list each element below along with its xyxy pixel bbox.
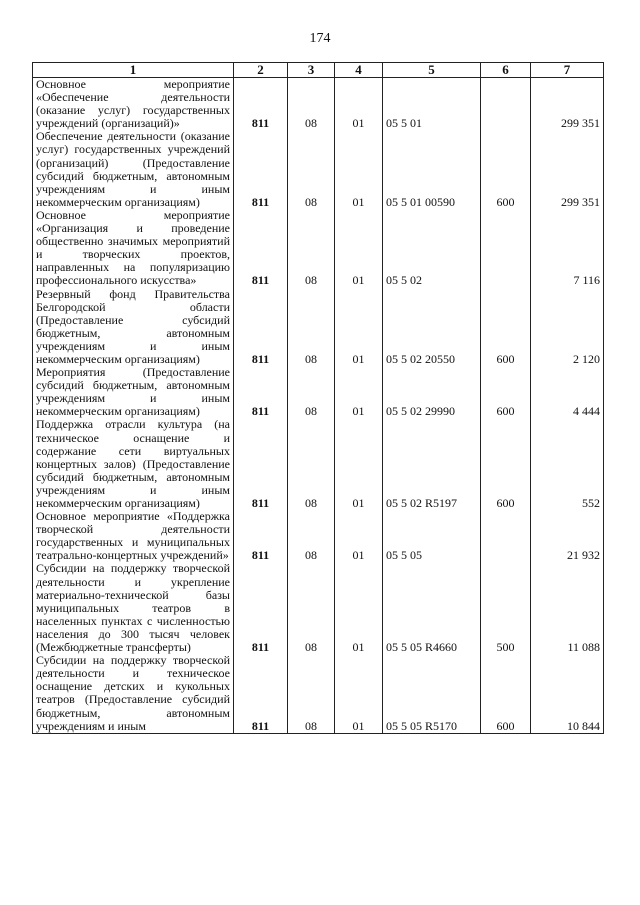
row-name: Основное мероприятие «Поддержка творческой деятельности государственных и муниципальных театрально-концертных учреждений» xyxy=(33,510,234,562)
row-ministry: 811 xyxy=(234,209,288,288)
row-name: Мероприятия (Предоставление субсидий бюджетным, автономным учреждениям и иным некоммерческим организациям) xyxy=(33,366,234,418)
column-header-type: 6 xyxy=(481,63,531,78)
table-row xyxy=(33,654,604,733)
row-amount: 299 351 xyxy=(531,130,604,209)
row-section: 08 xyxy=(288,654,335,733)
row-amount: 11 088 xyxy=(531,562,604,654)
row-amount: 299 351 xyxy=(531,78,604,131)
row-type: 500 xyxy=(481,562,531,654)
row-ministry: 811 xyxy=(234,78,288,131)
table-row xyxy=(33,78,604,131)
column-header-amount: 7 xyxy=(531,63,604,78)
column-header-target: 5 xyxy=(383,63,481,78)
row-ministry: 811 xyxy=(234,366,288,418)
row-section: 08 xyxy=(288,418,335,510)
row-type: 600 xyxy=(481,654,531,733)
row-amount: 2 120 xyxy=(531,288,604,367)
column-header-subsection: 4 xyxy=(335,63,383,78)
column-header-name: 1 xyxy=(33,63,234,78)
row-name: Основное мероприятие «Организация и проведение общественно значимых мероприятий и творческих проектов, направленных на популяризацию профессионального искусства» xyxy=(33,209,234,288)
row-section: 08 xyxy=(288,78,335,131)
column-header-ministry: 2 xyxy=(234,63,288,78)
row-amount: 7 116 xyxy=(531,209,604,288)
row-subsection: 01 xyxy=(335,288,383,367)
row-name: Субсидии на поддержку творческой деятельности и техническое оснащение детских и кукольных театров (Предоставление субсидий бюджетным, автономным учреждениям и иным xyxy=(33,654,234,733)
row-name: Поддержка отрасли культура (на техническое оснащение и содержание сети виртуальных концертных залов) (Предоставление субсидий бюджетным, автономным учреждениям и иным некоммерческим организациям) xyxy=(33,418,234,510)
row-target: 05 5 02 20550 xyxy=(383,288,481,367)
row-amount: 21 932 xyxy=(531,510,604,562)
row-target: 05 5 02 R5197 xyxy=(383,418,481,510)
row-subsection: 01 xyxy=(335,510,383,562)
row-section: 08 xyxy=(288,209,335,288)
row-amount: 4 444 xyxy=(531,366,604,418)
table-row xyxy=(33,130,604,209)
row-subsection: 01 xyxy=(335,78,383,131)
row-target: 05 5 05 xyxy=(383,510,481,562)
row-subsection: 01 xyxy=(335,209,383,288)
row-type: 600 xyxy=(481,130,531,209)
row-target: 05 5 02 29990 xyxy=(383,366,481,418)
row-subsection: 01 xyxy=(335,654,383,733)
header-row xyxy=(33,63,604,78)
row-ministry: 811 xyxy=(234,654,288,733)
row-amount: 552 xyxy=(531,418,604,510)
table-row xyxy=(33,510,604,562)
row-name: Основное мероприятие «Обеспечение деятельности (оказание услуг) государственных учреждений (организаций)» xyxy=(33,78,234,131)
row-type: 600 xyxy=(481,288,531,367)
row-section: 08 xyxy=(288,366,335,418)
row-amount: 10 844 xyxy=(531,654,604,733)
row-target: 05 5 02 xyxy=(383,209,481,288)
row-ministry: 811 xyxy=(234,288,288,367)
row-section: 08 xyxy=(288,130,335,209)
row-subsection: 01 xyxy=(335,130,383,209)
budget-table xyxy=(32,62,604,734)
table-row xyxy=(33,418,604,510)
row-type xyxy=(481,209,531,288)
column-header-section: 3 xyxy=(288,63,335,78)
table-row xyxy=(33,366,604,418)
row-section: 08 xyxy=(288,562,335,654)
row-type: 600 xyxy=(481,418,531,510)
row-subsection: 01 xyxy=(335,418,383,510)
row-type xyxy=(481,510,531,562)
table-row xyxy=(33,562,604,654)
row-type: 600 xyxy=(481,366,531,418)
row-ministry: 811 xyxy=(234,130,288,209)
page-number: 174 xyxy=(309,31,331,46)
row-type xyxy=(481,78,531,131)
row-name: Субсидии на поддержку творческой деятельности и укрепление материально-технической базы муниципальных театров в населенных пунктах с численностью населения до 300 тысяч человек (Межбюджетные трансферты) xyxy=(33,562,234,654)
row-name: Резервный фонд Правительства Белгородской области (Предоставление субсидий бюджетным, автономным учреждениям и иным некоммерческим организациям) xyxy=(33,288,234,367)
table-row xyxy=(33,209,604,288)
row-ministry: 811 xyxy=(234,510,288,562)
row-ministry: 811 xyxy=(234,418,288,510)
row-target: 05 5 01 xyxy=(383,78,481,131)
row-section: 08 xyxy=(288,510,335,562)
row-ministry: 811 xyxy=(234,562,288,654)
row-subsection: 01 xyxy=(335,366,383,418)
row-target: 05 5 05 R5170 xyxy=(383,654,481,733)
row-name: Обеспечение деятельности (оказание услуг) государственных учреждений (организаций) (Предоставление субсидий бюджетным, автономным учреждениям и иным некоммерческим организациям) xyxy=(33,130,234,209)
row-target: 05 5 01 00590 xyxy=(383,130,481,209)
table-row xyxy=(33,288,604,367)
row-target: 05 5 05 R4660 xyxy=(383,562,481,654)
row-section: 08 xyxy=(288,288,335,367)
row-subsection: 01 xyxy=(335,562,383,654)
